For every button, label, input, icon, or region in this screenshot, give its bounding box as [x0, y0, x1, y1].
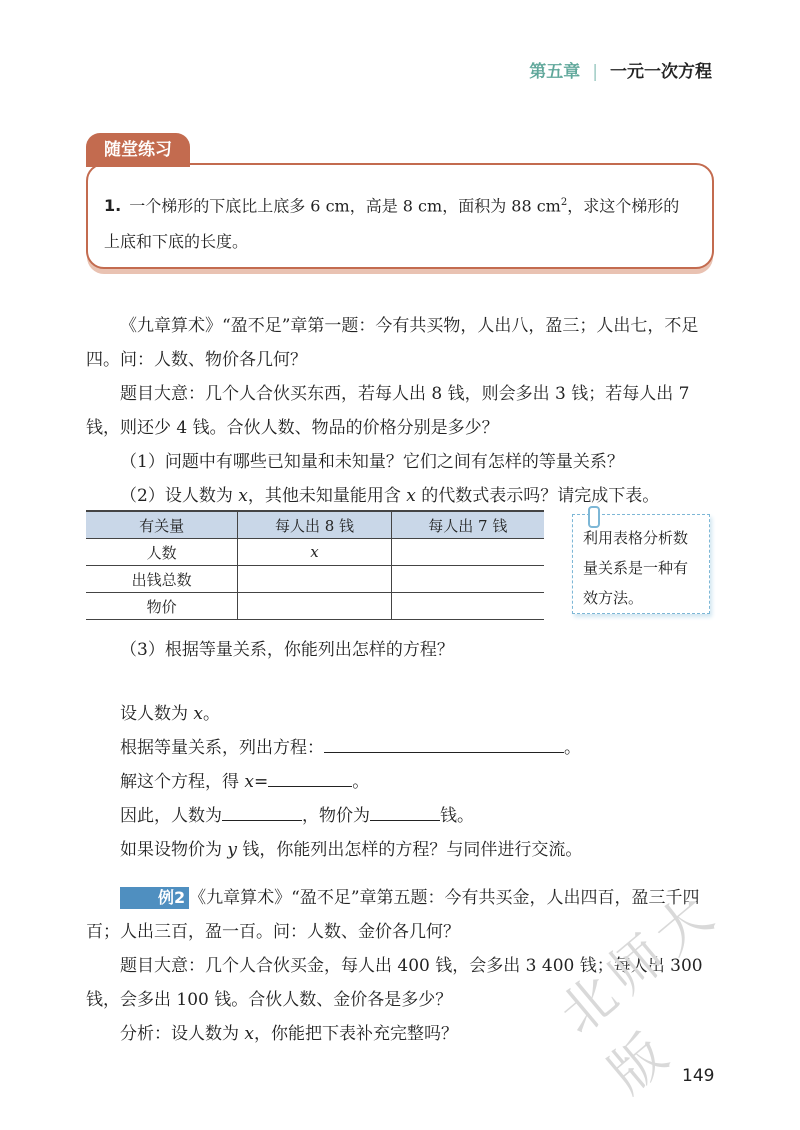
q2-text-b: ，其他未知量能用含 [247, 486, 407, 506]
step2-end: 。 [564, 738, 581, 758]
table-cell: 出钱总数 [86, 566, 238, 593]
question-1: （1）问题中有哪些已知量和未知量？它们之间有怎样的等量关系？ [120, 452, 624, 472]
table-header: 有关量 [86, 511, 238, 539]
practice-question [104, 185, 694, 260]
table-cell [238, 593, 391, 620]
step-1 [86, 697, 716, 731]
table-cell [391, 566, 544, 593]
paragraph-meaning: 题目大意：几个人合伙买东西，若每人出 8 钱，则会多出 3 钱；若每人出 7 钱，则还少 4 钱。合伙人数、物品的价格分别是多少？ [86, 384, 690, 438]
step5-text-a: 如果设物价为 [120, 840, 228, 860]
example-tag: 例2 [120, 887, 189, 909]
equation-blank[interactable] [324, 734, 564, 753]
step2-text: 根据等量关系，列出方程： [120, 738, 324, 758]
step3-eq: = [254, 772, 269, 792]
q2-text-a: （2）设人数为 [120, 486, 239, 506]
table-row [86, 539, 544, 566]
step4-text-a: 因此，人数为 [120, 806, 222, 826]
question-text-1: 一个梯形的下底比上底多 6 cm，高是 8 cm，面积为 88 cm [129, 196, 561, 216]
paragraph-problem: 《九章算术》“盈不足”章第一题：今有共买物，人出八，盈三；人出七，不足四。问：人数、物价各几何？ [86, 316, 699, 370]
step5-text-b: 钱，你能列出怎样的方程？与同伴进行交流。 [237, 840, 583, 860]
question-superscript: 2 [560, 197, 568, 208]
step1-var: x [193, 704, 203, 724]
analysis-text-b: ，你能把下表补充完整吗？ [254, 1024, 458, 1044]
quantity-table [86, 510, 544, 620]
table-row [86, 566, 544, 593]
table-cell [391, 593, 544, 620]
step5-var: y [227, 840, 238, 860]
table-row [86, 593, 544, 620]
example-meaning: 题目大意：几个人合伙买金，每人出 400 钱，会多出 3 400 钱；每人出 300 钱，会多出 100 钱。合伙人数、金价各是多少？ [86, 956, 703, 1010]
paperclip-icon [588, 506, 600, 528]
header-separator: | [592, 62, 598, 82]
solution-blank[interactable] [268, 768, 352, 787]
step3-end: 。 [352, 772, 370, 792]
subject-title: 一元一次方程 [610, 62, 712, 82]
table-header-row [86, 511, 544, 539]
question-text-2: ，求这个梯形的上底和下底的长度。 [104, 196, 680, 252]
table-cell [238, 566, 391, 593]
step-3 [86, 765, 716, 799]
question-2 [86, 479, 716, 513]
publisher-watermark: 北师大版 [547, 878, 731, 1106]
page-number: 149 [682, 1066, 715, 1086]
chapter-label: 第五章 [529, 62, 581, 82]
side-note: 利用表格分析数量关系是一种有效方法。 [572, 514, 710, 614]
step3-text: 解这个方程，得 [120, 772, 245, 792]
table-cell [391, 539, 544, 566]
page-header [529, 57, 712, 82]
question-number: 1. [104, 196, 122, 216]
people-blank[interactable] [222, 802, 302, 821]
step3-var: x [244, 772, 254, 792]
table-header: 每人出 8 钱 [238, 511, 391, 539]
step4-text-c: 钱。 [440, 806, 474, 826]
step4-text-b: ，物价为 [302, 806, 370, 826]
table-header: 每人出 7 钱 [391, 511, 544, 539]
q2-text-c: 的代数式表示吗？请完成下表。 [415, 486, 660, 506]
q2-var-x2: x [406, 486, 416, 506]
table-cell: 物价 [86, 593, 238, 620]
step-5 [86, 833, 716, 867]
analysis-var: x [244, 1024, 254, 1044]
step1-end: 。 [203, 704, 220, 724]
step-2 [86, 731, 716, 765]
table-cell: x [238, 539, 391, 566]
q2-var-x: x [238, 486, 248, 506]
question-3: （3）根据等量关系，你能列出怎样的方程？ [120, 640, 454, 660]
table-cell: 人数 [86, 539, 238, 566]
practice-tab: 随堂练习 [86, 133, 190, 167]
step1-text: 设人数为 [120, 704, 194, 724]
example-text: 《九章算术》“盈不足”章第五题：今有共买金，人出四百，盈三千四百；人出三百，盈一百。问：人数、金价各几何？ [86, 888, 700, 942]
step-4 [86, 799, 716, 833]
analysis-text-a: 分析：设人数为 [120, 1024, 245, 1044]
price-blank[interactable] [370, 802, 440, 821]
